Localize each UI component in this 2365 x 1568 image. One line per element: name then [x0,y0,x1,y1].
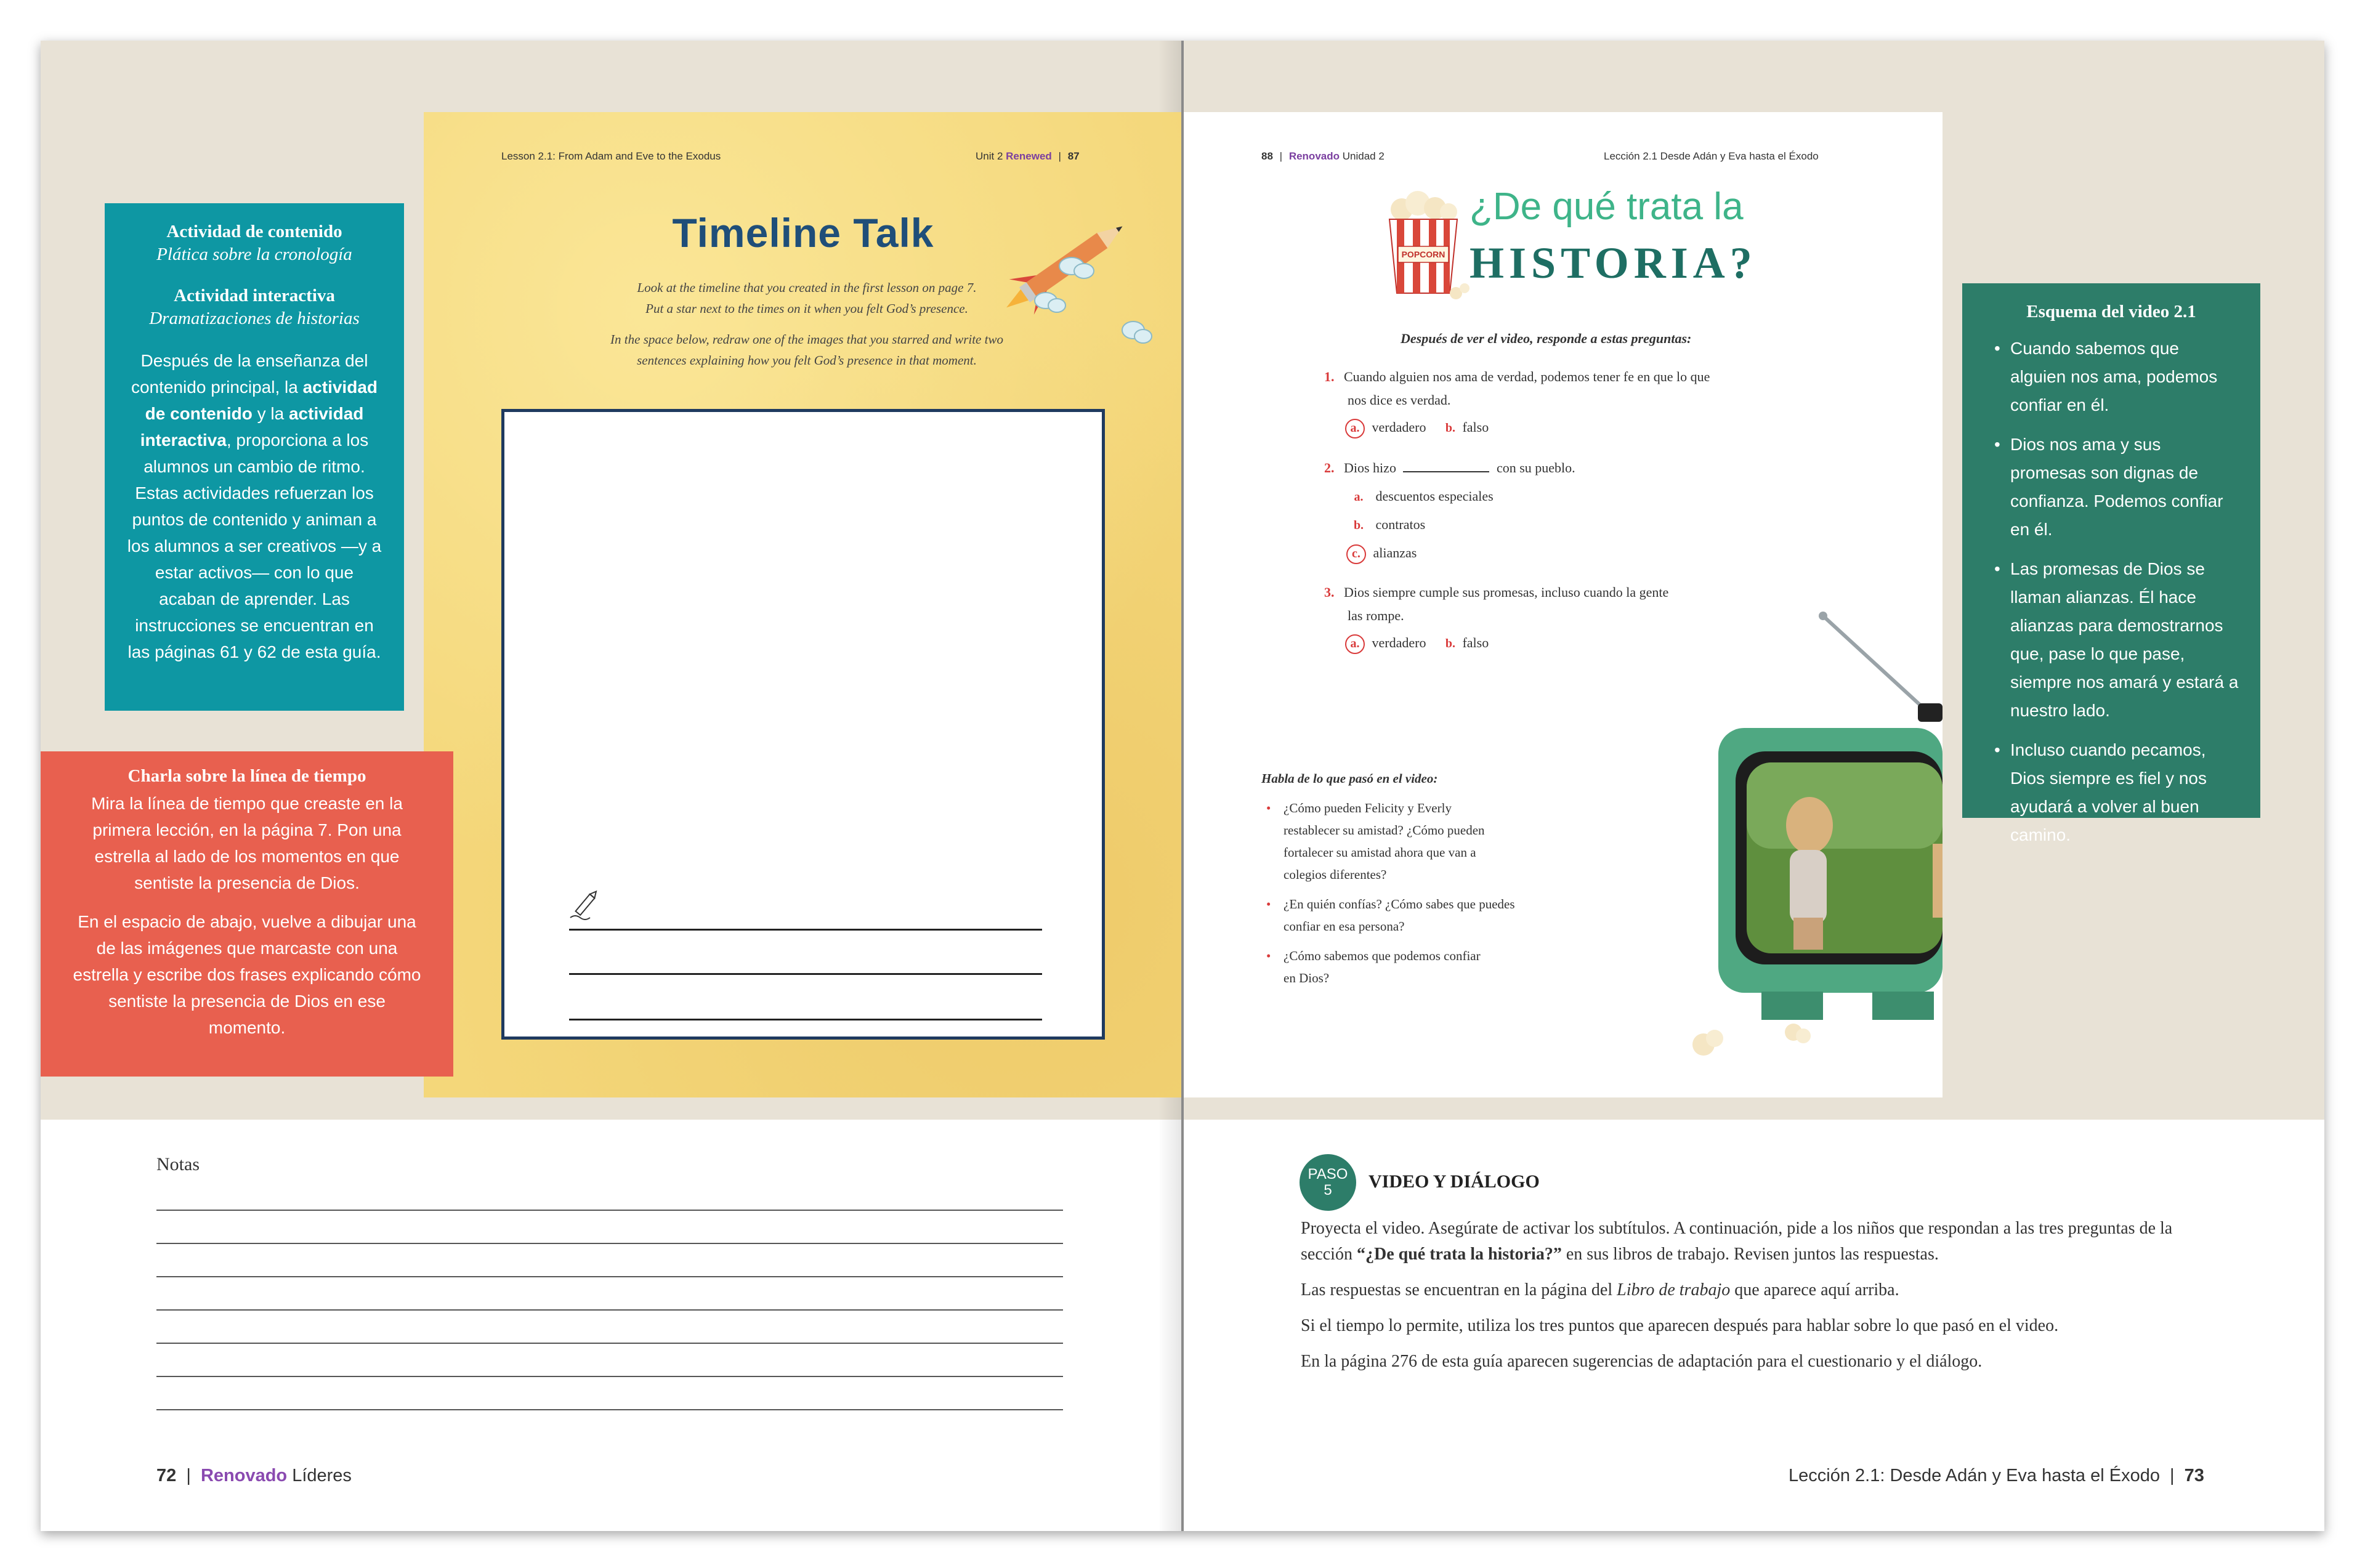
outline-item: • Incluso cuando pecamos, Dios siempre es fiel y nos ayudará a volver al buen camino. [2010,736,2239,849]
running-head-left: Lesson 2.1: From Adam and Eve to the Exodus [501,150,721,162]
description-text: , proporciona a los alumnos un cambio de ritmo. Estas actividades refuerzan los puntos de contenido y animan a los alumnos a ser creativos —y a estar activos— con lo que acaban de aprender. Las instrucciones se encuentran en las páginas 61 y 62 de esta guía. [127,430,382,661]
timeline-talk-spanish-box [41,751,453,1077]
option-text: alianzas [1373,545,1417,560]
question-3-options [1345,632,1489,654]
talk-bullet-1 [1266,797,1485,886]
brand-label: Renovado [200,1466,288,1485]
timeline-talk-spanish-para2: En el espacio de abajo, vuelve a dibujar una de las imágenes que marcaste con una estrella y escribe dos frases explicando cómo sentiste la presencia de Dios en ese momento. [73,912,421,1037]
step-paragraph-2 [1301,1277,2200,1303]
drawing-box[interactable] [501,409,1105,1040]
activity-info-box [105,203,404,711]
timeline-talk-title: Timeline Talk [672,210,934,256]
writing-line[interactable] [569,929,1042,931]
step-badge-word: PASO [1308,1166,1348,1182]
description-text: Después de la enseñanza del contenido principal, la [131,351,368,397]
notes-line[interactable] [156,1276,1063,1277]
instruction-line-2: Put a star next to the times on it when you felt God’s presence. [645,301,968,316]
fill-in-blank[interactable] [1403,471,1489,472]
unit-label: Unidad 2 [1342,150,1385,162]
page-number: 72 [156,1466,177,1485]
question-number: 2. [1324,460,1335,475]
question-number: 1. [1324,369,1335,384]
answer-circle-a[interactable]: a. [1345,634,1365,654]
timeline-talk-spanish-heading: Charla sobre la línea de tiempo [127,766,366,786]
separator: | [186,1466,191,1485]
popcorn-label: POPCORN [1401,249,1445,259]
question-2-option-c [1346,542,1417,564]
option-text: verdadero [1372,419,1426,435]
talk-text: ¿En quién confías? ¿Cómo sabes que puedes [1284,897,1515,911]
talk-heading: Habla de lo que pasó en el video: [1261,771,1438,786]
option-letter-b[interactable]: b. [1445,637,1456,650]
paragraph-text: en sus libros de trabajo. Revisen juntos las respuestas. [1561,1245,1939,1264]
answer-circle-c[interactable]: c. [1346,544,1366,564]
writing-line[interactable] [569,1019,1042,1020]
question-3-line2: las rompe. [1348,608,1404,623]
talk-text: fortalecer su amistad ahora que van a [1284,845,1476,860]
brand-label: Renewed [1006,150,1052,162]
notes-line[interactable] [156,1210,1063,1211]
book-gutter [1181,41,1184,1531]
running-head-right: Lección 2.1 Desde Adán y Eva hasta el Éxodo [1604,150,1819,162]
notes-line[interactable] [156,1309,1063,1311]
brand-label: Renovado [1288,150,1340,162]
story-title-line1: ¿De qué trata la [1470,185,1744,228]
writing-line[interactable] [569,973,1042,975]
video-outline-heading: Esquema del video 2.1 [2026,302,2196,321]
content-activity-heading: Actividad de contenido [166,222,342,241]
step-paragraph-4: En la página 276 de esta guía aparecen sugerencias de adaptación para el cuestionario y el diálogo. [1301,1352,1983,1371]
question-2-option-b [1350,514,1425,536]
talk-bullet-3 [1266,945,1481,989]
notes-line[interactable] [156,1343,1063,1344]
footer-word: Líderes [292,1466,352,1485]
description-bold: actividad de contenido [145,378,378,423]
question-text: Dios siempre cumple sus promesas, incluso cuando la gente [1344,584,1669,600]
option-letter-a[interactable]: a. [1354,490,1364,504]
option-text: descuentos especiales [1375,488,1494,504]
page-number: 87 [1067,150,1080,162]
question-1-line2: nos dice es verdad. [1348,392,1451,408]
separator: | [1279,150,1283,162]
step-paragraph-1 [1301,1216,2200,1267]
talk-text: colegios diferentes? [1284,867,1387,882]
option-text: falso [1462,635,1489,650]
outline-item: • Cuando sabemos que alguien nos ama, podemos confiar en él. [2010,334,2239,419]
bullet-icon: • [1266,948,1271,963]
page-number: 73 [2184,1466,2204,1485]
story-title-line2: HISTORIA? [1470,238,1757,288]
outline-item: • Dios nos ama y sus promesas son dignas de confianza. Podemos confiar en él. [2010,430,2239,544]
running-head-unit [976,150,1080,163]
question-2-option-a [1350,485,1494,507]
footer-left [156,1466,352,1486]
questions-intro: Después de ver el video, responde a estas preguntas: [1401,331,1692,346]
notes-label: Notas [156,1154,200,1174]
paragraph-text: que aparece aquí arriba. [1730,1280,1899,1299]
notes-line[interactable] [156,1409,1063,1410]
talk-text: ¿Cómo pueden Felicity y Everly [1284,801,1452,815]
question-text: Cuando alguien nos ama de verdad, podemos tener fe en que lo que [1344,369,1710,384]
separator: | [1058,150,1061,162]
option-letter-b[interactable]: b. [1445,421,1456,435]
content-activity-subtitle: Plática sobre la cronología [156,244,352,264]
description-text: y la [252,404,289,423]
video-outline-box [1962,283,2260,844]
bullet-icon: • [1266,897,1271,911]
talk-text: ¿Cómo sabemos que podemos confiar [1284,948,1481,963]
option-letter-b[interactable]: b. [1353,519,1364,532]
talk-bullet-2 [1266,893,1515,937]
description-bold: actividad interactiva [140,404,364,450]
unit-label: Unit 2 [976,150,1003,162]
question-number: 3. [1324,584,1335,600]
option-text: verdadero [1372,635,1426,650]
step-badge-number: 5 [1324,1182,1332,1198]
activity-description [127,347,382,665]
paragraph-italic: Libro de trabajo [1617,1280,1731,1299]
timeline-talk-spanish-para1: Mira la línea de tiempo que creaste en la primera lección, en la página 7. Pon una estrella al lado de los momentos en que sentiste la presencia de Dios. [91,794,403,892]
paragraph-bold: “¿De qué trata la historia?” [1356,1245,1562,1264]
page-number: 88 [1261,150,1273,162]
notes-line[interactable] [156,1376,1063,1377]
video-outline-list [1989,334,2239,849]
step-title: VIDEO Y DIÁLOGO [1368,1171,1540,1192]
talk-text: restablecer su amistad? ¿Cómo pueden [1284,823,1485,838]
paragraph-text: Las respuestas se encuentran en la página del [1301,1280,1617,1299]
footer-right [1789,1466,2204,1486]
retro-tv-illustration [1663,610,1943,1059]
talk-text: confiar en esa persona? [1284,919,1405,934]
footer-lesson-title: Lección 2.1: Desde Adán y Eva hasta el Éxodo [1789,1466,2160,1485]
outline-item: • Las promesas de Dios se llaman alianzas. Él hace alianzas para demostrarnos que, pase lo que pase, siempre nos amará y estará a nuestro lado. [2010,555,2239,725]
interactive-activity-subtitle: Dramatizaciones de historias [149,309,360,328]
question-1-options [1345,416,1489,438]
step-badge [1300,1154,1356,1211]
bullet-icon: • [1266,801,1271,815]
popcorn-box-illustration [1377,185,1470,302]
instruction-line-1: Look at the timeline that you created in the first lesson on page 7. [637,280,977,295]
running-head-left-right-page [1261,150,1385,163]
question-text: Dios hizo [1344,460,1396,475]
step-paragraph-3: Si el tiempo lo permite, utiliza los tres puntos que aparecen después para hablar sobre lo que pasó en el video. [1301,1316,2059,1335]
question-text: con su pueblo. [1496,460,1575,475]
question-1 [1324,366,1710,388]
instruction-line-4: sentences explaining how you felt God’s presence in that moment. [637,353,977,368]
question-3 [1324,581,1668,604]
separator: | [2170,1466,2175,1485]
talk-text: en Dios? [1284,971,1330,985]
interactive-activity-heading: Actividad interactiva [174,286,335,305]
question-2 [1324,457,1575,479]
option-text: contratos [1375,517,1426,532]
answer-circle-a[interactable]: a. [1345,419,1365,438]
option-text: falso [1462,419,1489,435]
instruction-line-3: In the space below, redraw one of the images that you starred and write two [610,332,1003,347]
notes-line[interactable] [156,1243,1063,1244]
pencil-icon [569,887,604,921]
paragraph-text: Proyecta el video. Asegúrate de activar los subtítulos. A continuación, pide a los niños que respondan a las tres preguntas de la sección [1301,1219,2173,1264]
